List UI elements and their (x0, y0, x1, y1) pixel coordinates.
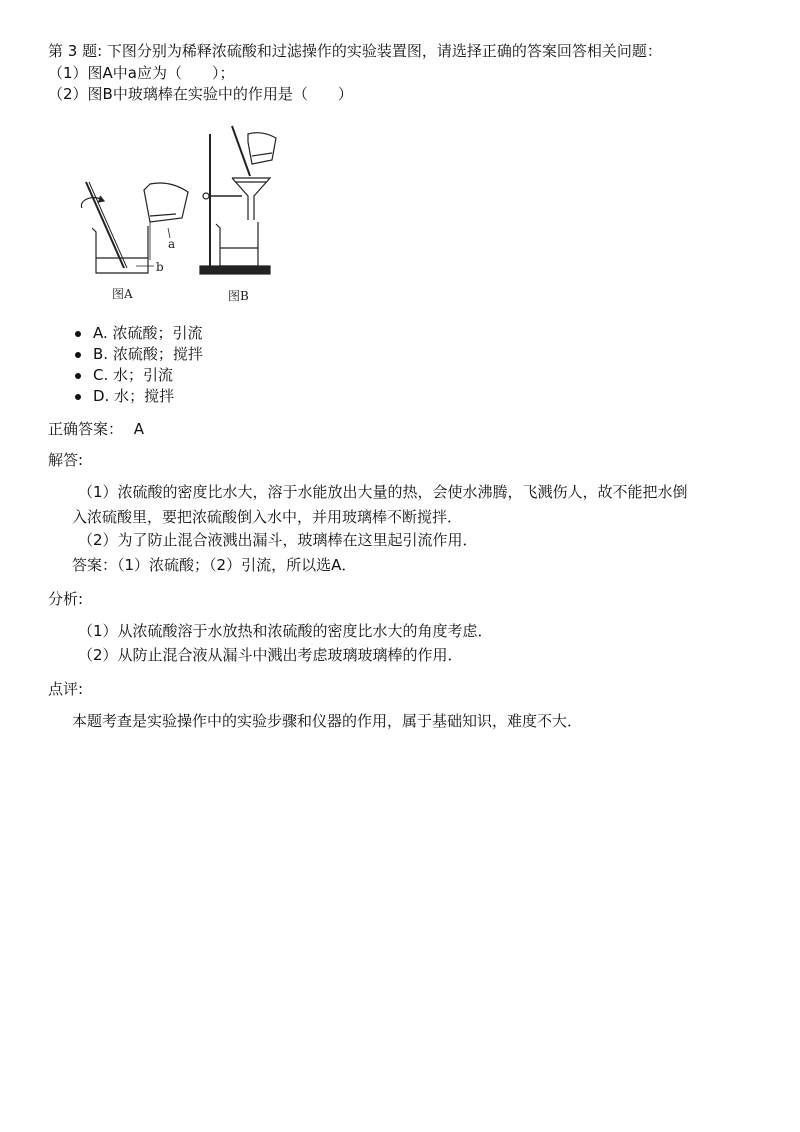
glass-rod-a (86, 182, 124, 268)
answer-value: A (133, 420, 145, 438)
solution-p1a: （1）浓硫酸的密度比水大，溶于水能放出大量的热，会使水沸腾，飞溅伤人，故不能把水倒 (78, 483, 688, 501)
answer-label: 正确答案： (48, 420, 124, 438)
solution-p1b: 入浓硫酸里，要把浓硫酸倒入水中，并用玻璃棒不断搅拌． (72, 508, 463, 526)
option-b: B. 浓硫酸；搅拌 (75, 344, 203, 365)
solution-p2: （2）为了防止混合液溅出漏斗，玻璃棒在这里起引流作用． (78, 531, 478, 549)
beaker-b (216, 222, 258, 266)
option-a: A. 浓硫酸；引流 (75, 323, 203, 344)
caption-a: 图A (112, 287, 133, 301)
comment-p1: 本题考查是实验操作中的实验步骤和仪器的作用，属于基础知识，难度不大． (72, 712, 583, 730)
figure-b-filtration (200, 126, 276, 274)
analysis-p1: （1）从浓硫酸溶于水放热和浓硫酸的密度比水大的角度考虑． (78, 622, 493, 640)
comment-heading: 点评: (48, 680, 84, 698)
label-b: b (156, 260, 164, 274)
stir-arrow (81, 198, 102, 208)
pouring-beaker-b (248, 133, 276, 164)
glass-rod-b (232, 126, 250, 176)
analysis-heading: 分析: (48, 590, 84, 608)
question-sub-2: （2）图B中玻璃棒在实验中的作用是（ ） (48, 85, 353, 103)
option-d: D. 水；搅拌 (75, 386, 203, 407)
solution-p3: 答案：（1）浓硫酸；（2）引流，所以选A． (72, 556, 357, 574)
solution-heading: 解答: (48, 451, 84, 469)
option-c: C. 水；引流 (75, 365, 203, 386)
stand-base (200, 266, 270, 274)
question-sub-1: （1）图A中a应为（ ）； (48, 64, 235, 82)
question-title: 第 3 题: 下图分别为稀释浓硫酸和过滤操作的实验装置图，请选择正确的答案回答相关问题： (48, 42, 662, 60)
options-list (75, 323, 203, 407)
analysis-p2: （2）从防止混合液从漏斗中溅出考虑玻璃玻璃棒的作用． (78, 646, 463, 664)
label-a: a (168, 237, 176, 251)
figure-a-dilution (81, 182, 188, 273)
experiment-figure (78, 120, 278, 308)
caption-b: 图B (228, 289, 249, 303)
answer-row (48, 419, 144, 439)
